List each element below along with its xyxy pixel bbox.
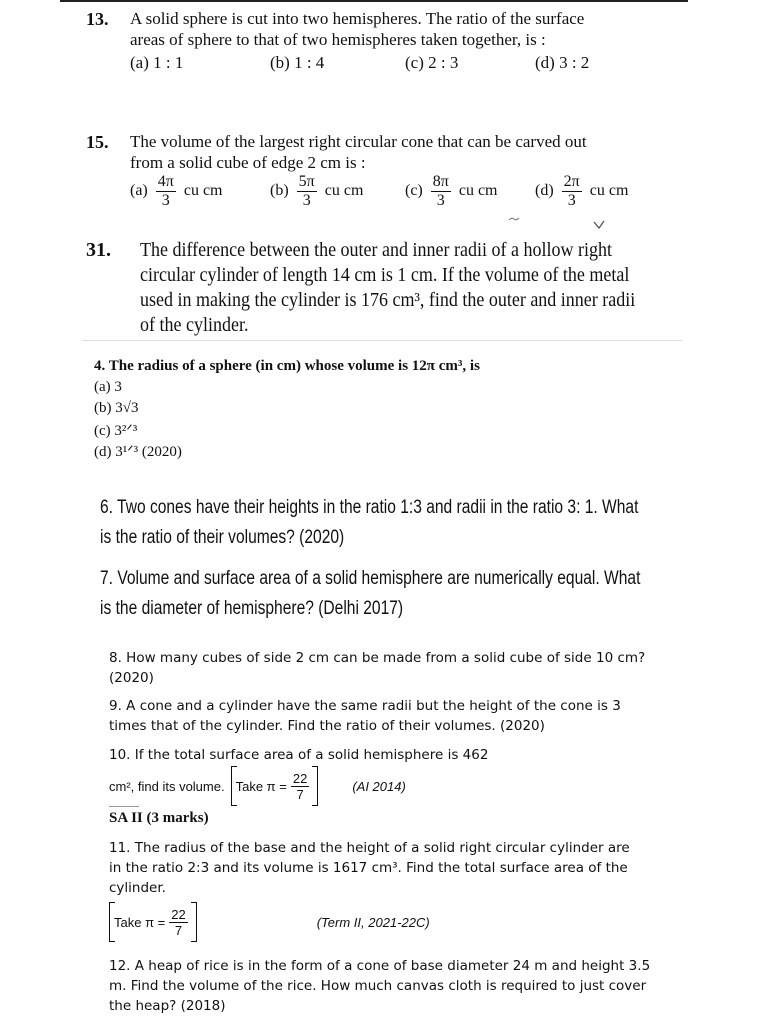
take-label: Take π = [114, 914, 166, 930]
question-number: 15. [86, 132, 109, 152]
fraction [562, 174, 582, 209]
option-a: (a) 1 : 1 [130, 53, 184, 72]
unit: cu cm [589, 182, 629, 200]
section-heading: SA II (3 marks) [109, 810, 209, 826]
numerator: 2π [563, 173, 580, 190]
question-text-line: circular cylinder of length 14 cm is 1 cm. If the volume of the metal [140, 264, 630, 286]
numerator: 5π [298, 173, 315, 190]
option-c: (c) 2 : 3 [405, 53, 459, 72]
option-b [270, 174, 363, 209]
year-tag: (AI 2014) [352, 778, 406, 794]
unit: cu cm [458, 182, 498, 200]
option-c [405, 174, 498, 209]
question-text-line: in the ratio 2:3 and its volume is 1617 cm³. Find the total surface area of the [109, 860, 628, 876]
question-text-line: 9. A cone and a cylinder have the same radii but the height of the cone is 3 [109, 698, 621, 714]
unit: cu cm [183, 182, 223, 200]
question-text-line: used in making the cylinder is 176 cm³, find the outer and inner radii [140, 289, 636, 311]
question-text-line: 10. If the total surface area of a solid hemisphere is 462 [109, 747, 489, 763]
pen-mark-icon [508, 216, 520, 222]
question-number: 31. [86, 239, 111, 261]
numerator: 4π [157, 173, 174, 190]
option-c: (c) 3²ᐟ³ [94, 423, 138, 439]
top-rule [60, 0, 688, 2]
question-text-line: 6. Two cones have their heights in the ratio 1:3 and radii in the ratio 3: 1. What [100, 497, 639, 518]
option-a: (a) 3 [94, 379, 122, 395]
year-tag: (Term II, 2021-22C) [316, 914, 430, 930]
take-pi-row [109, 902, 430, 942]
denominator: 3 [567, 192, 576, 209]
question-text-line: The volume of the largest right circular cone that can be carved out [130, 132, 587, 151]
tick-mark-icon [593, 220, 605, 230]
fraction [431, 174, 451, 209]
question-text-line: m. Find the volume of the rice. How much canvas cloth is required to just cover [109, 978, 647, 994]
denominator: 7 [296, 786, 304, 802]
question-text-line: is the ratio of their volumes? (2020) [100, 527, 345, 548]
take-pi-bracket [109, 902, 197, 942]
question-text-line: The difference between the outer and inner radii of a hollow right [140, 239, 612, 261]
option-d [535, 174, 628, 209]
numerator: 8π [432, 173, 449, 190]
underline-mark [109, 806, 139, 807]
fraction [169, 908, 187, 937]
question-text-line: 7. Volume and surface area of a solid hemisphere are numerically equal. What [100, 568, 641, 589]
question-text-line [109, 766, 406, 806]
question-text-line: 12. A heap of rice is in the form of a cone of base diameter 24 m and height 3.5 [109, 958, 651, 974]
option-d: (d) 3¹ᐟ³ (2020) [94, 444, 182, 460]
question-text-line: of the cylinder. [140, 314, 249, 336]
denominator: 3 [302, 192, 311, 209]
denominator: 7 [174, 922, 183, 938]
question-text-line: areas of sphere to that of two hemispheres taken together, is : [130, 30, 546, 49]
divider [82, 340, 682, 341]
question-text-line: 4. The radius of a sphere (in cm) whose volume is 12π cm³, is [94, 358, 480, 374]
option-label: (b) [270, 182, 289, 200]
question-number: 13. [86, 9, 109, 29]
option-label: (c) [405, 182, 423, 200]
question-text-line: the heap? (2018) [109, 998, 226, 1014]
option-label: (d) [535, 182, 554, 200]
take-label: Take π = [235, 778, 287, 794]
question-text-line: A solid sphere is cut into two hemispheres. The ratio of the surface [130, 9, 585, 28]
question-text-line: 11. The radius of the base and the height of a solid right circular cylinder are [109, 840, 630, 856]
option-b: (b) 1 : 4 [270, 53, 325, 72]
denominator: 3 [161, 192, 170, 209]
question-text-line: (2020) [109, 670, 154, 686]
question-text-line: times that of the cylinder. Find the ratio of their volumes. (2020) [109, 718, 545, 734]
fraction [156, 174, 176, 209]
fraction [291, 772, 309, 801]
option-d: (d) 3 : 2 [535, 53, 590, 72]
question-text-line: is the diameter of hemisphere? (Delhi 2017) [100, 598, 404, 619]
option-label: (a) [130, 182, 148, 200]
question-text-line: from a solid cube of edge 2 cm is : [130, 153, 366, 172]
option-a [130, 174, 223, 209]
question-text: cm², find its volume. [109, 778, 225, 794]
fraction [297, 174, 317, 209]
numerator: 22 [171, 906, 186, 922]
unit: cu cm [324, 182, 364, 200]
option-b: (b) 3√3 [94, 400, 139, 416]
question-text-line: cylinder. [109, 880, 166, 896]
numerator: 22 [292, 770, 308, 786]
denominator: 3 [436, 192, 445, 209]
take-pi-bracket [231, 766, 319, 806]
question-text-line: 8. How many cubes of side 2 cm can be made from a solid cube of side 10 cm? [109, 650, 646, 666]
